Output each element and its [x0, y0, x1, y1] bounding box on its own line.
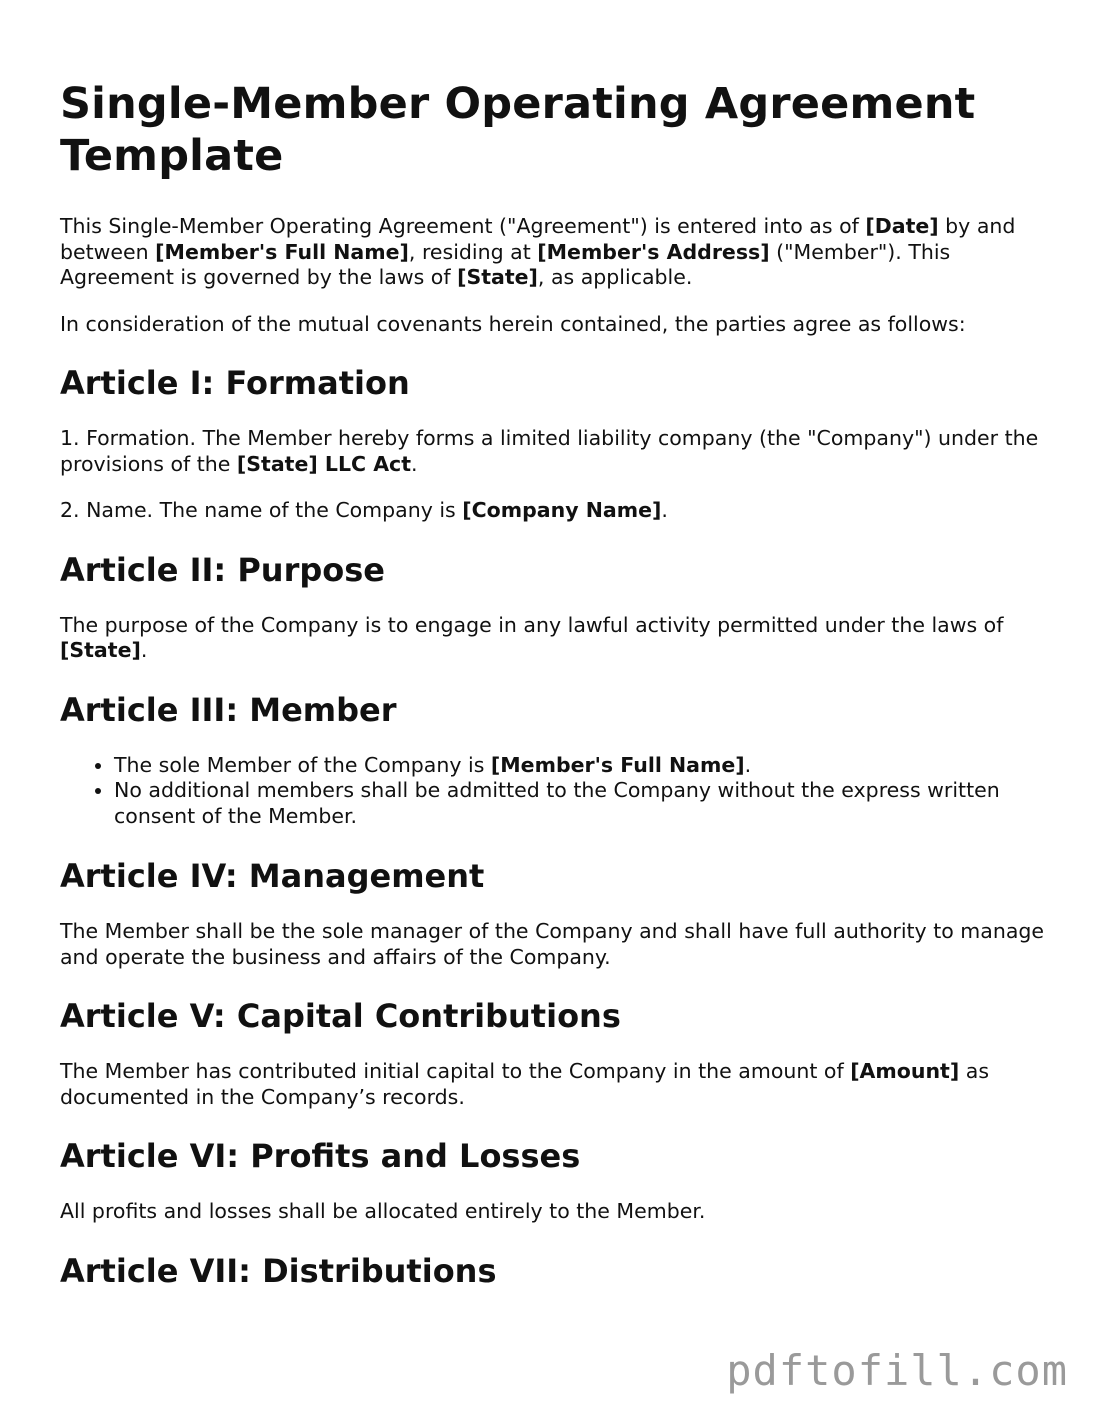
article-2-body: .: [140, 638, 148, 662]
intro-text: by and between: [60, 214, 1016, 264]
state-placeholder: [State]: [60, 638, 141, 662]
company-name-placeholder: [Company Name]: [462, 498, 662, 522]
list-item-text: The sole Member of the Company is: [114, 752, 491, 777]
consideration-paragraph: In consideration of the mutual covenants herein contained, the parties agree as follows:: [60, 311, 966, 336]
article-7-heading: Article VII: Distributions: [60, 1251, 497, 1290]
article-1-item-1-text: 1. Formation. The Member hereby forms a limited liability company (the "Company") under the provisions of the: [60, 426, 1039, 476]
article-2-text: [60, 613, 1045, 664]
member-name-placeholder: [Member's Full Name]: [155, 239, 409, 264]
article-4-heading: Article IV: Management: [60, 857, 485, 895]
article-5-text: [60, 1059, 1045, 1110]
intro-paragraph: [60, 214, 1045, 291]
article-5-body: The Member has contributed initial capital to the Company in the amount of: [60, 1059, 851, 1083]
llc-act-placeholder: [State] LLC Act: [236, 451, 412, 476]
date-placeholder: [Date]: [865, 214, 939, 238]
article-3-list: [60, 753, 1045, 830]
article-1-item-2-text: 2. Name. The name of the Company is: [60, 498, 463, 522]
list-item: [114, 753, 1045, 779]
article-2-body: The purpose of the Company is to engage in any lawful activity permitted under the laws of: [60, 612, 1004, 637]
article-5-body: as documented in the Company’s records.: [60, 1059, 989, 1109]
article-2-heading: Article II: Purpose: [60, 550, 385, 589]
article-4-text: The Member shall be the sole manager of the Company and shall have full authority to manage and operate the business and affairs of the Company.: [60, 919, 1045, 969]
article-1-heading: Article I: Formation: [60, 364, 410, 402]
intro-text: , as applicable.: [537, 265, 693, 289]
state-placeholder: [State]: [457, 265, 538, 289]
watermark: pdftofill.com: [726, 1346, 1068, 1395]
article-3-heading: Article III: Member: [60, 690, 397, 729]
intro-text: This Single-Member Operating Agreement ("Agreement") is entered into as of: [60, 214, 866, 238]
article-1-item-2-text: .: [661, 498, 668, 522]
list-item: • No additional members shall be admitted to the Company without the express written consent of the Member.: [114, 778, 1045, 829]
member-address-placeholder: [Member's Address]: [537, 239, 770, 264]
intro-text: , residing at: [408, 239, 538, 264]
article-1-item-1: [60, 426, 1045, 477]
intro-text: ("Member"). This Agreement is governed by the laws of: [60, 239, 951, 289]
article-6-heading: Article VI: Profits and Losses: [60, 1137, 581, 1175]
document-page: [60, 78, 1045, 1314]
amount-placeholder: [Amount]: [850, 1059, 960, 1083]
article-5-heading: Article V: Capital Contributions: [60, 997, 621, 1035]
article-1-item-1-text: .: [411, 451, 418, 476]
member-name-placeholder: [Member's Full Name]: [490, 752, 745, 777]
list-item-text: .: [744, 752, 752, 777]
document-title: Single-Member Operating Agreement Template: [60, 79, 976, 181]
article-1-item-2: [60, 498, 1045, 524]
article-6-text: All profits and losses shall be allocated entirely to the Member.: [60, 1199, 706, 1223]
